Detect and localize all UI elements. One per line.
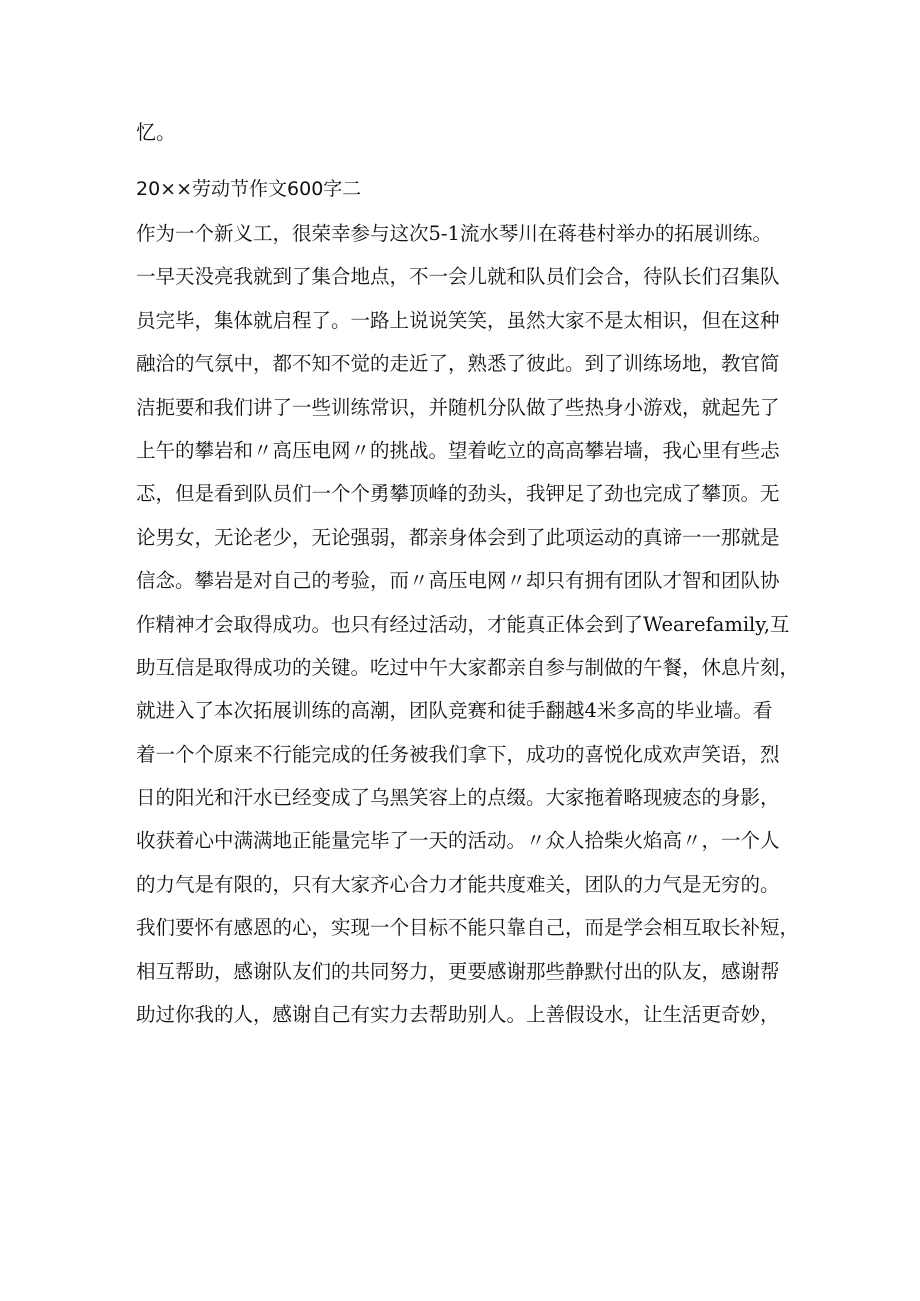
text-line: 融洽的气氛中，都不知不觉的走近了，熟悉了彼此。到了训练场地，教官简 bbox=[136, 352, 780, 376]
text-line: 收获着心中满满地正能量完毕了一天的活动。〃众人拾柴火焰高〃，一个人 bbox=[136, 829, 780, 853]
text-line: 上午的攀岩和〃高压电网〃的挑战。望着屹立的高高攀岩墙，我心里有些忐 bbox=[136, 438, 780, 462]
essay-body bbox=[136, 212, 800, 1036]
text-line: 日的阳光和汗水已经变成了乌黑笑容上的点缀。大家拖着略现疲态的身影， bbox=[136, 786, 780, 810]
text-line: 作为一个新义工，很荣幸参与这次5-1流水琴川在蒋巷村举办的拓展训练。 bbox=[136, 222, 772, 245]
text-line: 作精神才会取得成功。也只有经过活动，才能真正体会到了Wearefamily,互 bbox=[136, 612, 790, 636]
text-line: 论男女，无论老少，无论强弱，都亲身体会到了此项运动的真谛一一那就是 bbox=[136, 525, 780, 549]
text-line: 助互信是取得成功的关键。吃过中午大家都亲自参与制做的午餐，休息片刻， bbox=[136, 655, 800, 679]
text-line: 就进入了本次拓展训练的高潮，团队竞赛和徒手翻越4米多高的毕业墙。看 bbox=[136, 699, 773, 723]
text-line: 信念。攀岩是对自己的考验，而〃高压电网〃却只有拥有团队才智和团队协 bbox=[136, 569, 780, 593]
text-line: 着一个个原来不行能完成的任务被我们拿下，成功的喜悦化成欢声笑语，烈 bbox=[136, 742, 780, 766]
text-line: 助过你我的人，感谢自己有实力去帮助别人。上善假设水，让生活更奇妙， bbox=[136, 1003, 780, 1027]
text-line: 一早天没亮我就到了集合地点，不一会儿就和队员们会合，待队长们召集队 bbox=[136, 265, 780, 289]
essay-title: 20××劳动节作文600字二 bbox=[136, 178, 362, 200]
text-line: 的力气是有限的，只有大家齐心合力才能共度难关，团队的力气是无穷的。 bbox=[136, 872, 780, 896]
text-line: 洁扼要和我们讲了一些训练常识，并随机分队做了些热身小游戏，就起先了 bbox=[136, 395, 780, 419]
text-line: 员完毕，集体就启程了。一路上说说笑笑，虽然大家不是太相识，但在这种 bbox=[136, 308, 780, 332]
previous-paragraph-end: 忆。 bbox=[136, 120, 176, 144]
text-line: 忑，但是看到队员们一个个勇攀顶峰的劲头，我钾足了劲也完成了攀顶。无 bbox=[136, 482, 780, 506]
text-line: 相互帮助，感谢队友们的共同努力，更要感谢那些静默付出的队友，感谢帮 bbox=[136, 959, 780, 983]
text-line: 我们要怀有感恩的心，实现一个目标不能只靠自己，而是学会相互取长补短， bbox=[136, 916, 800, 940]
